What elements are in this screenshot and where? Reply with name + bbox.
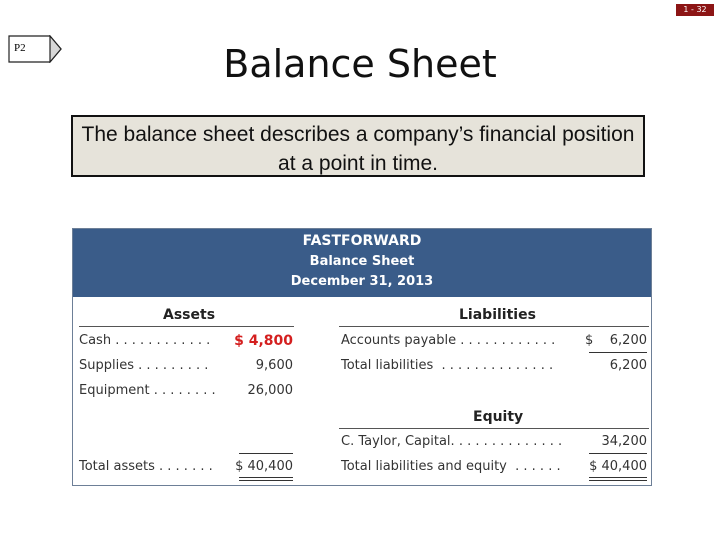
equity-label-capital: C. Taylor, Capital. . . . . . . . . . . . . . <box>341 434 563 449</box>
company-name: FASTFORWARD <box>302 233 422 249</box>
page-number: 1 - 32 <box>676 4 714 16</box>
statement-name: Balance Sheet <box>309 253 415 269</box>
liability-value-total: 6,200 <box>609 358 647 373</box>
total-assets-value: $ 40,400 <box>235 459 293 474</box>
liability-label-total: Total liabilities . . . . . . . . . . . . . . <box>341 358 554 373</box>
statement-date: December 31, 2013 <box>290 274 434 289</box>
equity-value-capital: 34,200 <box>601 434 647 449</box>
balance-sheet-statement <box>72 228 652 486</box>
asset-label-equipment: Equipment . . . . . . . . <box>79 383 216 398</box>
equity-heading: Equity <box>473 409 524 425</box>
total-liabilities-equity-value: $ 40,400 <box>589 459 647 474</box>
statement-header <box>73 229 651 297</box>
objective-tag <box>8 35 62 63</box>
liabilities-heading: Liabilities <box>459 307 536 323</box>
liability-value-accounts-payable: $ 6,200 <box>584 333 647 348</box>
asset-label-supplies: Supplies . . . . . . . . . <box>79 358 209 373</box>
definition-box: The balance sheet describes a company’s financial position at a point in time. <box>71 115 645 177</box>
assets-heading: Assets <box>163 307 216 323</box>
total-assets-label: Total assets . . . . . . . <box>79 459 213 474</box>
equity-heading-rule <box>339 428 649 429</box>
total-liabilities-equity-label: Total liabilities and equity . . . . . . <box>341 459 561 474</box>
total-assets-double-underline <box>239 477 293 481</box>
assets-heading-rule <box>79 326 294 327</box>
asset-value-supplies: 9,600 <box>255 358 293 373</box>
slide-title: Balance Sheet <box>223 42 497 86</box>
asset-value-equipment: 26,000 <box>247 383 293 398</box>
total-liabilities-equity-double-underline <box>589 477 647 481</box>
liability-label-accounts-payable: Accounts payable . . . . . . . . . . . . <box>341 333 556 348</box>
asset-value-cash: $ 4,800 <box>234 333 293 349</box>
capital-underline <box>589 453 647 454</box>
liabilities-heading-rule <box>339 326 649 327</box>
asset-label-cash: Cash . . . . . . . . . . . . <box>79 333 211 348</box>
objective-tag-label: P2 <box>14 42 26 54</box>
assets-total-rule <box>239 453 293 454</box>
accounts-payable-underline <box>589 352 647 353</box>
